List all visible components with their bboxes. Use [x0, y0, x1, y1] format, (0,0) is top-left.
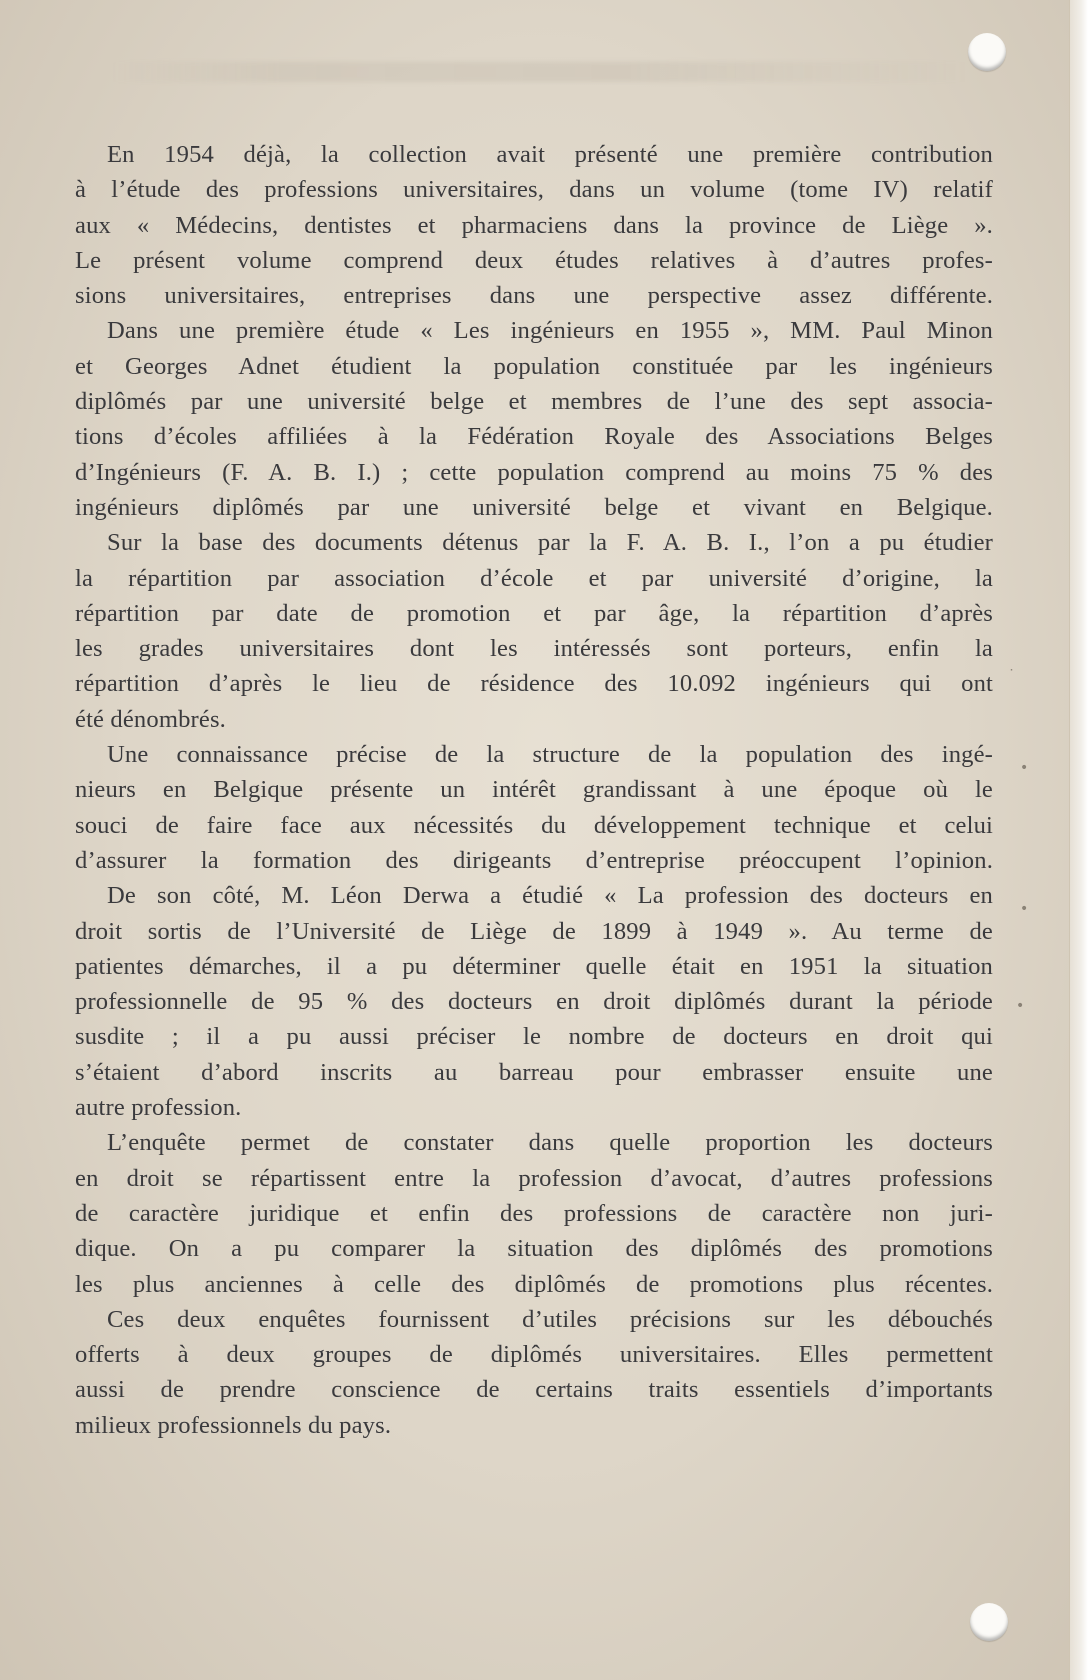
- text-line: s’étaient d’abord inscrits au barreau pour embrasser ensuite une: [75, 1058, 993, 1086]
- text-line: offerts à deux groupes de diplômés universitaires. Elles permettent: [75, 1341, 993, 1369]
- text-line: De son côté, M. Léon Derwa a étudié « La profession des docteurs en: [107, 882, 993, 910]
- text-line: souci de faire face aux nécessités du développement technique et celui: [75, 811, 993, 839]
- margin-mark: •: [1020, 901, 1029, 917]
- text-line: patientes démarches, il a pu déterminer quelle était en 1951 la situation: [75, 952, 993, 980]
- text-line: d’assurer la formation des dirigeants d’entreprise préoccupent l’opinion.: [75, 846, 993, 874]
- text-line: professionnelle de 95 % des docteurs en droit diplômés durant la période: [75, 988, 993, 1016]
- text-line: Ces deux enquêtes fournissent d’utiles précisions sur les débouchés: [107, 1305, 993, 1333]
- text-line: ingénieurs diplômés par une université belge et vivant en Belgique.: [75, 493, 993, 521]
- text-line: répartition d’après le lieu de résidence des 10.092 ingénieurs qui ont: [75, 670, 993, 698]
- text-line: L’enquête permet de constater dans quelle proportion les docteurs: [107, 1129, 993, 1157]
- text-line: et Georges Adnet étudient la population constituée par les ingénieurs: [75, 352, 993, 380]
- text-line: à l’étude des professions universitaires, dans un volume (tome IV) relatif: [75, 176, 993, 204]
- text-line: milieux professionnels du pays.: [75, 1411, 392, 1439]
- text-line: aux « Médecins, dentistes et pharmaciens dans la province de Liège ».: [75, 211, 993, 239]
- text-line: aussi de prendre conscience de certains traits essentiels d’importants: [75, 1376, 993, 1404]
- text-line: en droit se répartissent entre la profession d’avocat, d’autres professions: [75, 1164, 993, 1192]
- text-line: sions universitaires, entreprises dans une perspective assez différente.: [75, 282, 993, 310]
- text-line: Une connaissance précise de la structure de la population des ingé-: [107, 741, 993, 769]
- text-line: de caractère juridique et enfin des professions de caractère non juri-: [75, 1199, 993, 1227]
- text-line: les grades universitaires dont les intéressés sont porteurs, enfin la: [75, 635, 993, 663]
- text-line: répartition par date de promotion et par âge, la répartition d’après: [75, 599, 993, 627]
- text-line: la répartition par association d’école et par université d’origine, la: [75, 564, 993, 592]
- text-line: autre profession.: [75, 1094, 242, 1122]
- text-line: Le présent volume comprend deux études relatives à d’autres profes-: [75, 246, 993, 274]
- text-line: Dans une première étude « Les ingénieurs en 1955 », MM. Paul Minon: [107, 317, 993, 345]
- punch-hole-icon: [970, 1603, 1008, 1641]
- margin-mark: ˙: [1008, 668, 1015, 684]
- text-line: droit sortis de l’Université de Liège de 1899 à 1949 ». Au terme de: [75, 917, 993, 945]
- text-line: les plus anciennes à celle des diplômés de promotions plus récentes.: [75, 1270, 993, 1298]
- punch-hole-icon: [968, 33, 1006, 71]
- text-line: nieurs en Belgique présente un intérêt grandissant à une époque où le: [75, 776, 993, 804]
- page-edge: [1069, 0, 1088, 1680]
- body-text: [75, 137, 993, 1443]
- text-line: d’Ingénieurs (F. A. B. I.) ; cette population comprend au moins 75 % des: [75, 458, 993, 486]
- text-line: dique. On a pu comparer la situation des diplômés des promotions: [75, 1235, 993, 1263]
- text-line: susdite ; il a pu aussi préciser le nombre de docteurs en droit qui: [75, 1023, 993, 1051]
- bleed-through-heading: [110, 62, 970, 82]
- text-line: tions d’écoles affiliées à la Fédération Royale des Associations Belges: [75, 423, 993, 451]
- text-line: Sur la base des documents détenus par la F. A. B. I., l’on a pu étudier: [107, 529, 993, 557]
- text-line: été dénombrés.: [75, 705, 226, 733]
- margin-mark: •: [1020, 760, 1029, 776]
- text-line: En 1954 déjà, la collection avait présenté une première contribution: [107, 141, 993, 168]
- margin-mark: •: [1016, 998, 1025, 1014]
- text-line: diplômés par une université belge et membres de l’une des sept associa-: [75, 388, 993, 416]
